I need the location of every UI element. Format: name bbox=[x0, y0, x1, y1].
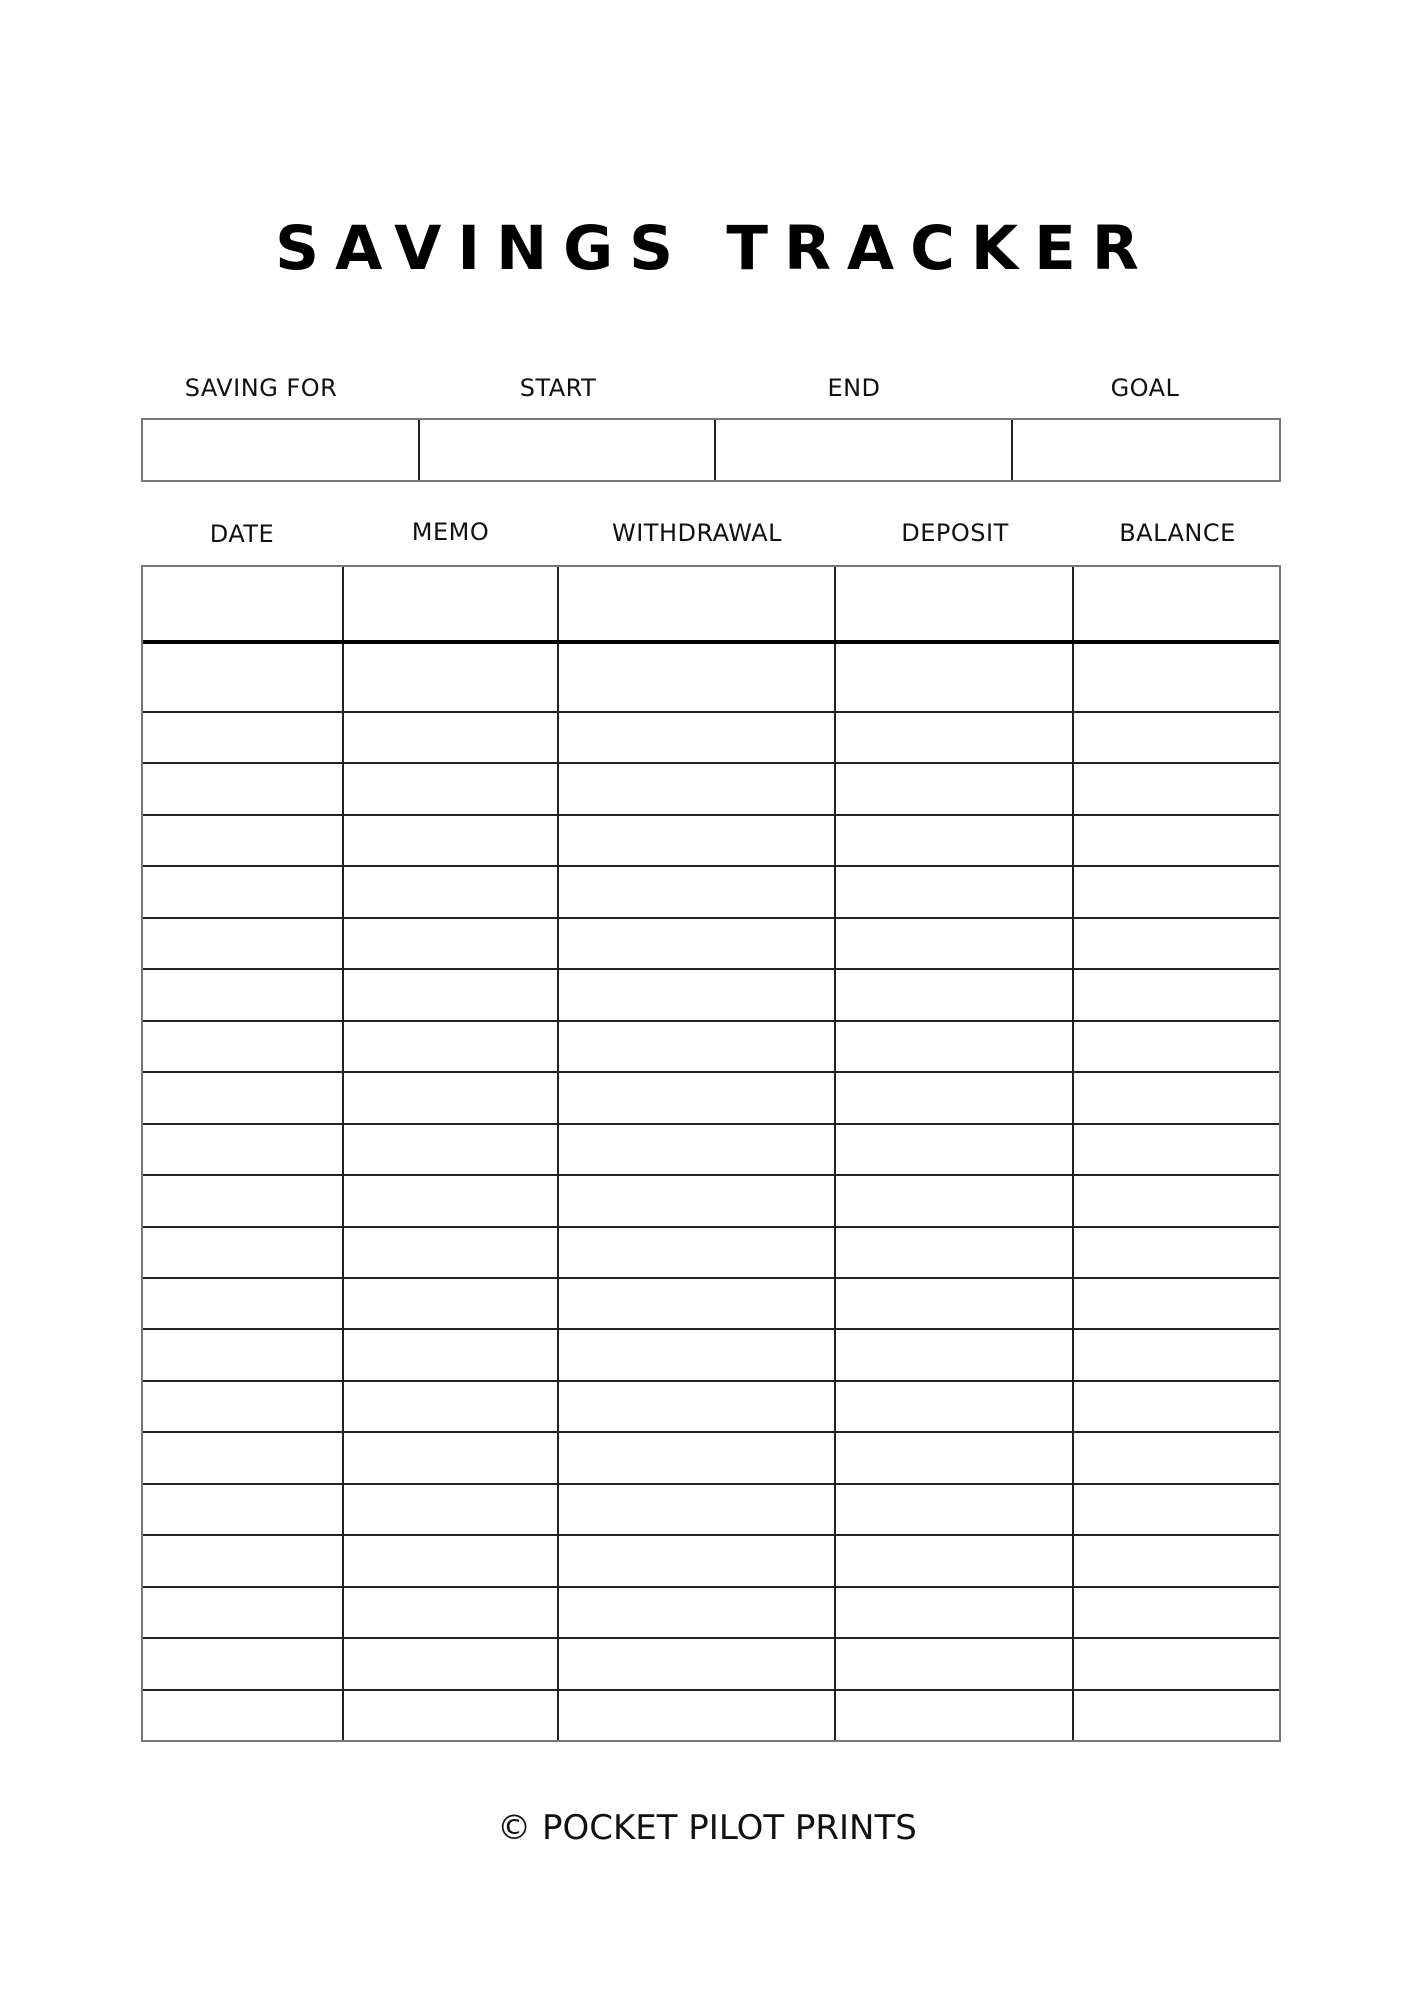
table-row-divider bbox=[143, 762, 1279, 764]
ledger-heavy-divider bbox=[143, 640, 1279, 644]
column-divider bbox=[557, 567, 559, 1740]
table-row-divider bbox=[143, 917, 1279, 919]
table-row-divider bbox=[143, 814, 1279, 816]
table-row-divider bbox=[143, 1586, 1279, 1588]
column-header-withdrawal: WITHDRAWAL bbox=[611, 519, 782, 547]
table-row-divider bbox=[143, 711, 1279, 713]
table-row-divider bbox=[143, 1277, 1279, 1279]
ledger-table[interactable] bbox=[141, 565, 1281, 1742]
column-header-deposit: DEPOSIT bbox=[901, 519, 1009, 547]
saving-for-field[interactable] bbox=[143, 420, 420, 480]
start-label: START bbox=[519, 374, 597, 402]
goal-label: GOAL bbox=[1110, 374, 1180, 402]
table-row-divider bbox=[143, 1174, 1279, 1176]
column-header-date: DATE bbox=[209, 520, 275, 548]
table-row-divider bbox=[143, 1071, 1279, 1073]
table-row-divider bbox=[143, 1380, 1279, 1382]
table-row-divider bbox=[143, 1534, 1279, 1536]
table-row-divider bbox=[143, 865, 1279, 867]
end-field[interactable] bbox=[716, 420, 1013, 480]
column-header-memo: MEMO bbox=[411, 518, 490, 546]
column-divider bbox=[1072, 567, 1074, 1740]
table-row-divider bbox=[143, 1226, 1279, 1228]
column-divider bbox=[834, 567, 836, 1740]
table-row-divider bbox=[143, 1483, 1279, 1485]
start-field[interactable] bbox=[420, 420, 716, 480]
column-header-balance: BALANCE bbox=[1119, 519, 1236, 547]
table-row-divider bbox=[143, 1123, 1279, 1125]
table-row-divider bbox=[143, 1637, 1279, 1639]
page-title: SAVINGS TRACKER bbox=[275, 213, 1155, 284]
table-row-divider bbox=[143, 968, 1279, 970]
table-row-divider bbox=[143, 1020, 1279, 1022]
saving-for-label: SAVING FOR bbox=[184, 374, 338, 402]
end-label: END bbox=[827, 374, 881, 402]
table-row-divider bbox=[143, 1328, 1279, 1330]
info-fields-box bbox=[141, 418, 1281, 482]
goal-field[interactable] bbox=[1013, 420, 1279, 480]
copyright-footer: © POCKET PILOT PRINTS bbox=[497, 1808, 917, 1848]
table-row-divider bbox=[143, 1431, 1279, 1433]
column-divider bbox=[342, 567, 344, 1740]
table-row-divider bbox=[143, 1689, 1279, 1691]
